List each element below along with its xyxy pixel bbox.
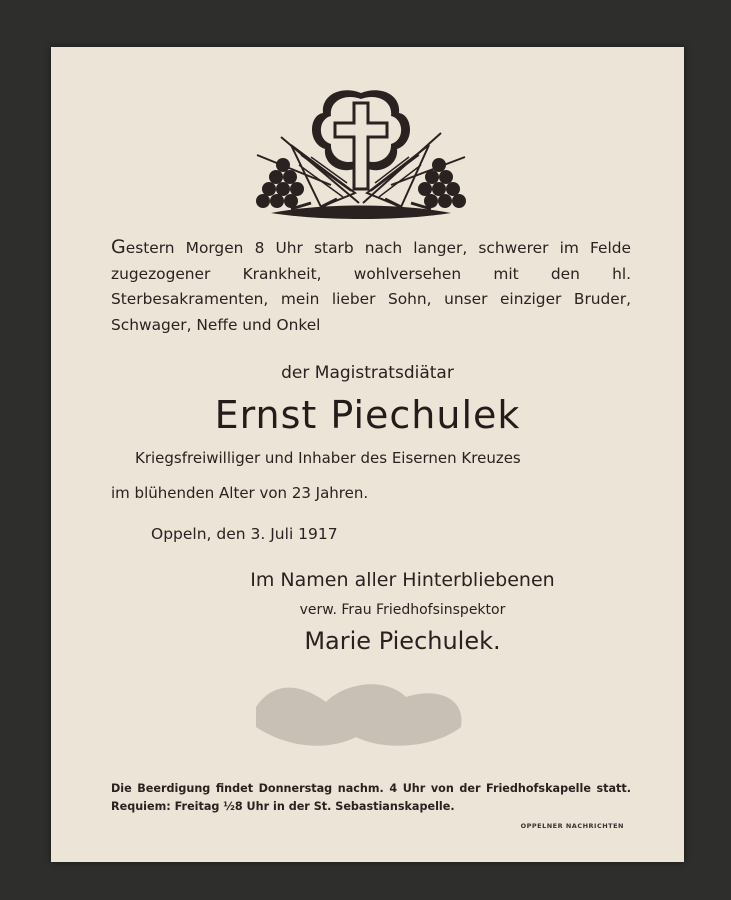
cross-with-flags-and-cannonballs-icon [251, 85, 471, 225]
funeral-info: Die Beerdigung findet Donnerstag nachm. 4 Uhr von der Friedhofskapelle statt. Requiem: Freitag ½8 Uhr in der St. Sebastianskapelle. [111, 782, 631, 813]
deceased-age: im blühenden Alter von 23 Jahren. [111, 484, 369, 502]
deceased-name: Ernst Piechulek [214, 393, 521, 437]
place-date: Oppeln, den 3. Juli 1917 [151, 525, 338, 543]
widow-name: Marie Piechulek. [304, 627, 501, 655]
deceased-rank: Kriegsfreiwilliger und Inhaber des Eisernen Kreuzes [135, 449, 521, 467]
announcement-paragraph [111, 235, 631, 338]
mourners-line: Im Namen aller Hinterbliebenen [250, 569, 555, 591]
announcement-text: estern Morgen 8 Uhr starb nach langer, schwerer im Felde zugezogener Krankheit, wohlversehen mit den hl. Sterbesakramenten, mein lieber Sohn, unser einziger Bruder, Schwager, Neffe und Onkel [111, 239, 631, 334]
deceased-title: der Magistratsdiätar [281, 363, 454, 383]
widow-title: verw. Frau Friedhofsinspektor [299, 602, 506, 618]
mourning-notice [51, 47, 684, 862]
show-through-smudge [246, 667, 476, 757]
drop-initial: G [111, 236, 126, 258]
printer-imprint: OPPELNER NACHRICHTEN [520, 822, 624, 830]
